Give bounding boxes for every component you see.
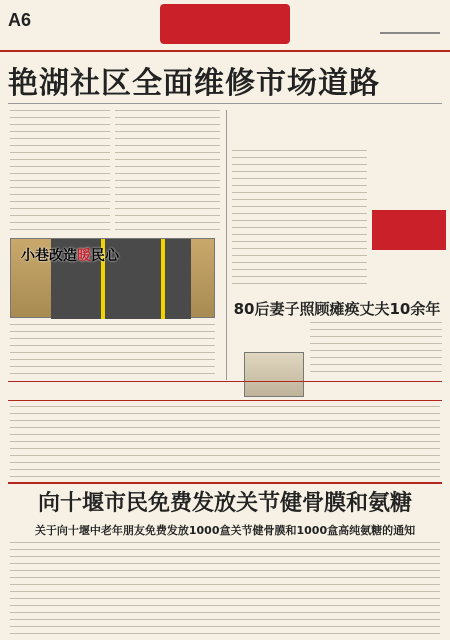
badge-graphic [372, 210, 446, 250]
banner-story-body [10, 406, 440, 478]
road-marking [161, 239, 165, 319]
photo-caption: 小巷改造暖民心 [21, 248, 119, 264]
article-column [115, 110, 220, 230]
article-column [10, 110, 110, 230]
ad-headline: 向十堰市民免费发放关节健骨膜和氨糖 [37, 491, 412, 516]
newspaper-logo [380, 12, 440, 34]
section-masthead [160, 4, 290, 44]
article-column [310, 322, 442, 377]
page-code: A6 [8, 10, 32, 30]
column-divider [226, 110, 227, 380]
ad-subheadline: 关于向十堰中老年朋友免费发放1000盒关节健骨膜和1000盒高纯氨糖的通知 [34, 524, 416, 537]
photo-caption-text [10, 324, 215, 374]
divider [8, 103, 442, 104]
story3-headline: 80后妻子照顾瘫痪丈夫10余年 [233, 300, 441, 318]
lead-headline: 艳湖社区全面维修市场道路 [8, 66, 380, 101]
lead-photo [10, 238, 215, 318]
article-column [232, 150, 367, 290]
ad-body [10, 542, 440, 634]
banner-headline-bar [8, 381, 442, 401]
